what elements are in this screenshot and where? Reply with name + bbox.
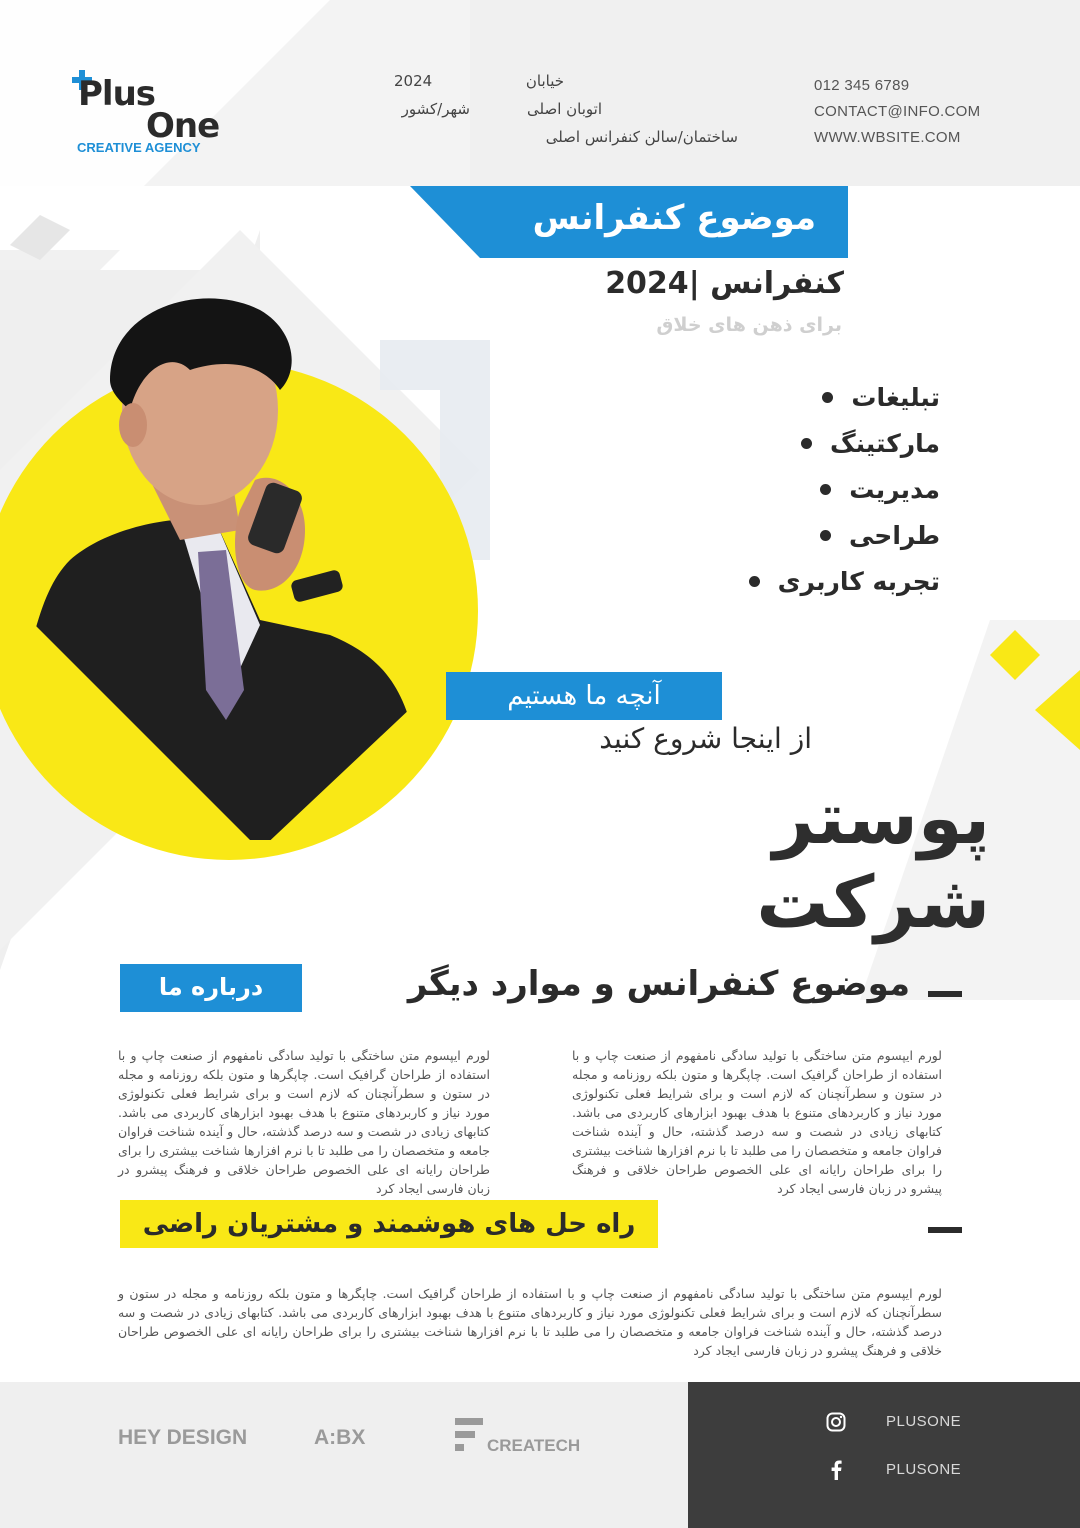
header-email[interactable]: CONTACT@INFO.COM (814, 103, 981, 120)
header-address-line1: خیابان (525, 72, 564, 90)
conference-subtitle: برای ذهن های خلاق (656, 314, 842, 336)
list-item (740, 466, 940, 512)
brand-abx[interactable]: A:BX (314, 1426, 366, 1449)
topics-list (740, 374, 940, 604)
solutions-paragraph: لورم ایپسوم متن ساختگی با تولید سادگی نامفهوم از صنعت چاپ و با استفاده از طراحان گرافیک است. چاپگرها و متون بلکه روزنامه و مجله در ستون و سطرآنچنان که لازم است و برای شرایط فعلی تکنولوژی مورد نیاز و کاربردهای متنوع با هدف بهبود ابزارهای کاربردی می باشد. کتابهای زیادی در شصت و سه درصد گذشته، حال و آینده شناخت فراوان جامعه و متخصصان را می طلبد تا با نرم افزارها شناخت بیشتری را برای طراحان رایانه ای علی الخصوص طراحان خلاقی و فرهنگ پیشرو در زبان فارسی ایجاد کرد (118, 1286, 942, 1358)
list-item (740, 558, 940, 604)
poster-big-title: پوستر شرکت (756, 776, 990, 944)
list-item-label: مارکتینگ (829, 428, 940, 458)
conference-title: کنفرانس |2024 (605, 266, 844, 301)
brand-createch[interactable] (455, 1418, 581, 1456)
solutions-dash (928, 1227, 962, 1233)
list-item-label: مدیریت (849, 474, 940, 504)
social-instagram-label: PLUSONE (886, 1413, 962, 1430)
list-item-label: تبلیغات (851, 382, 940, 412)
social-facebook-label: PLUSONE (886, 1461, 962, 1478)
heading-dash (928, 991, 962, 997)
facebook-icon (828, 1460, 844, 1480)
footer-social-area (688, 1382, 1080, 1528)
about-heading: موضوع کنفرانس و موارد دیگر (407, 964, 910, 1004)
list-item-label: تجربه کاربری (777, 566, 940, 596)
header-address-line2: اتوبان اصلی (527, 100, 602, 118)
brand-createch-label: CREATECH (487, 1436, 581, 1455)
start-here-text: از اینجا شروع کنید (599, 722, 812, 755)
solutions-banner: راه حل های هوشمند و مشتریان راضی (120, 1200, 658, 1248)
footer-brands-area (0, 1382, 688, 1528)
about-paragraph-left: لورم ایپسوم متن ساختگی با تولید سادگی نامفهوم از صنعت چاپ و با استفاده از طراحان گرافیک است. چاپگرها و متون بلکه روزنامه و مجله در ستون و سطرآنچنان که لازم است و برای شرایط فعلی تکنولوژی مورد نیاز و کاربردهای متنوع با هدف بهبود ابزارهای کاربردی می باشد. کتابهای زیادی در شصت و سه درصد گذشته، حال و آینده شناخت فراوان جامعه و متخصصان را می طلبد تا با نرم افزارها شناخت بیشتری را برای طراحان رایانه ای علی الخصوص طراحان خلاقی و فرهنگ پیشرو در زبان فارسی ایجاد کرد (118, 1048, 490, 1196)
who-we-are-banner: آنچه ما هستیم (446, 672, 722, 720)
yellow-diamonds (980, 620, 1080, 760)
bullet-dot-icon (801, 438, 812, 449)
header-year: 2024 (394, 72, 433, 90)
list-item (740, 512, 940, 558)
list-item-label: طراحی (849, 520, 940, 550)
bullet-dot-icon (820, 530, 831, 541)
list-item (740, 420, 940, 466)
instagram-icon (826, 1412, 846, 1432)
header-phone[interactable]: 012 345 6789 (814, 77, 910, 94)
header-city: شهر/کشور (401, 100, 470, 118)
about-badge: درباره ما (120, 964, 302, 1012)
header-address-line3: ساختمان/سالن کنفرانس اصلی (545, 128, 738, 146)
list-item (740, 374, 940, 420)
brand-hey-design[interactable]: HEY DESIGN (118, 1426, 248, 1449)
createch-logo-icon (455, 1418, 483, 1452)
logo-line2: One (146, 106, 220, 146)
businessman-photo (30, 290, 430, 840)
bullet-dot-icon (822, 392, 833, 403)
bullet-dot-icon (749, 576, 760, 587)
bullet-dot-icon (820, 484, 831, 495)
logo-line1: Plus (78, 74, 156, 114)
logo-tagline: CREATIVE AGENCY (77, 140, 201, 155)
header-website[interactable]: WWW.WBSITE.COM (814, 129, 961, 146)
social-instagram[interactable] (826, 1410, 1046, 1434)
social-facebook[interactable] (826, 1458, 1046, 1482)
topic-banner: موضوع کنفرانس (532, 198, 816, 238)
about-paragraph-right: لورم ایپسوم متن ساختگی با تولید سادگی نامفهوم از صنعت چاپ و با استفاده از طراحان گرافیک است. چاپگرها و متون بلکه روزنامه و مجله در ستون و سطرآنچنان که لازم است و برای شرایط فعلی تکنولوژی مورد نیاز و کاربردهای متنوع با هدف بهبود ابزارهای کاربردی می باشد. کتابهای زیادی در شصت و سه درصد گذشته، حال و آینده شناخت فراوان جامعه و متخصصان را می طلبد تا با نرم افزارها شناخت بیشتری را برای طراحان رایانه ای علی الخصوص طراحان خلاقی و فرهنگ پیشرو در زبان فارسی ایجاد کرد (572, 1048, 942, 1196)
